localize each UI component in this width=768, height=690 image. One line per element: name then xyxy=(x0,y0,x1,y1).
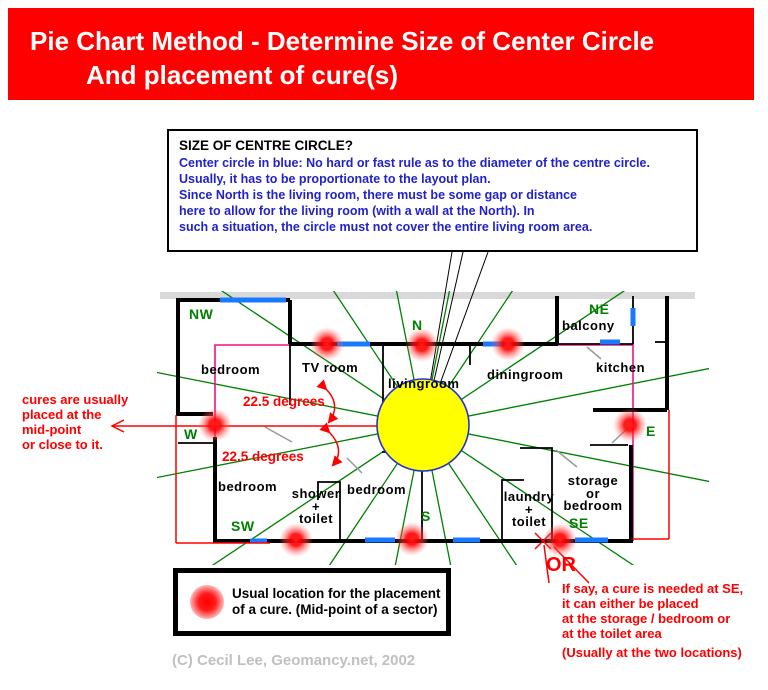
legend-text: Usual location for the placement of a cure. (Mid-point of a sector) xyxy=(232,586,441,617)
cure-dot-nw-sector xyxy=(310,327,344,361)
info-line: Since North is the living room, there must be some gap or distance xyxy=(179,188,577,202)
compass-label-n: N xyxy=(412,317,423,333)
info-line: here to allow for the living room (with a wall at the North). In xyxy=(179,204,535,218)
or-label: OR xyxy=(546,554,576,576)
angle-arrows xyxy=(326,389,339,465)
se-cure-note: If say, a cure is needed at SE, it can either be placed at the storage / bedroom or at the toilet area (Usually at the two locations) xyxy=(562,581,744,660)
room-label-livingroom: livingroom xyxy=(388,376,460,391)
cures-note: cures are usually placed at the mid-point or close to it. xyxy=(22,392,129,452)
title-line-1: Pie Chart Method - Determine Size of Center Circle xyxy=(30,26,655,56)
info-line: Usually, it has to be proportionate to the layout plan. xyxy=(179,172,491,186)
angle-label-top: 22.5 degrees xyxy=(243,394,325,409)
room-label-shower-toilet: shower + toilet xyxy=(291,486,341,526)
compass-label-nw: NW xyxy=(189,306,214,322)
title-line-2: And placement of cure(s) xyxy=(86,60,399,90)
room-label-bedroom-nw: bedroom xyxy=(201,362,261,377)
compass-label-w: W xyxy=(184,426,198,442)
cure-dot-ne-sector xyxy=(491,327,525,361)
info-box-title: SIZE OF CENTRE CIRCLE? xyxy=(179,138,354,153)
cure-dot-legend-icon xyxy=(190,585,224,619)
room-label-bedroom-s: bedroom xyxy=(347,482,407,497)
compass-label-sw: SW xyxy=(231,518,255,534)
compass-label-ne: NE xyxy=(589,301,610,317)
centre-circle xyxy=(377,379,469,471)
info-line: Center circle in blue: No hard or fast rule as to the diameter of the centre circle. xyxy=(179,156,650,170)
compass-label-e: E xyxy=(646,423,656,439)
compass-label-se: SE xyxy=(569,515,589,531)
cure-dot-s xyxy=(395,522,429,556)
cure-dot-sw xyxy=(279,523,313,557)
room-label-laundry-toilet: laundry + toilet xyxy=(503,489,555,529)
compass-label-s: S xyxy=(421,508,431,524)
cure-dot-w xyxy=(198,408,232,442)
copyright-text: (C) Cecil Lee, Geomancy.net, 2002 xyxy=(172,652,416,669)
room-label-tv-room: TV room xyxy=(302,360,359,375)
room-label-storage-bedroom: storage or bedroom xyxy=(563,473,623,513)
angle-label-bottom: 22.5 degrees xyxy=(222,449,304,464)
room-label-diningroom: diningroom xyxy=(487,367,564,382)
room-label-bedroom-w: bedroom xyxy=(218,479,278,494)
room-label-balcony: balcony xyxy=(562,318,615,333)
cure-dot-n xyxy=(405,328,439,362)
room-label-kitchen: kitchen xyxy=(596,360,646,375)
legend-box xyxy=(173,568,451,636)
info-line: such a situation, the circle must not cover the entire living room area. xyxy=(179,220,593,234)
cure-dot-e xyxy=(613,408,647,442)
